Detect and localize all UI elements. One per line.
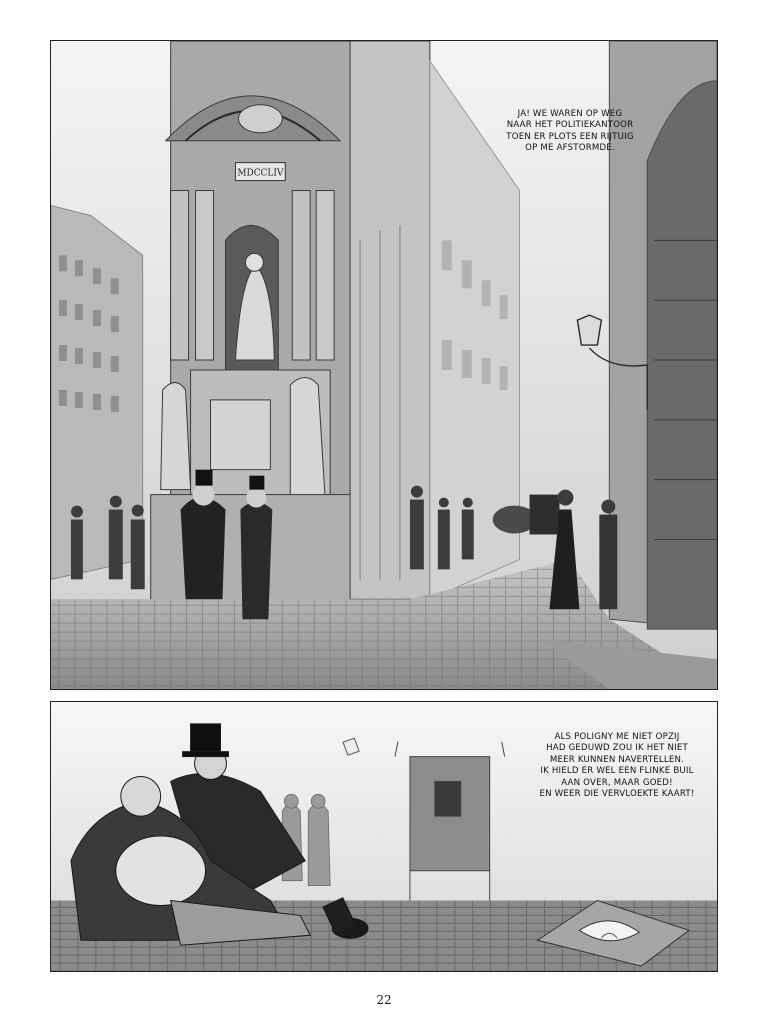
left-buildings <box>51 205 143 579</box>
page-number: 22 <box>376 993 392 1007</box>
panel-1-caption: JA! WE WAREN OP WEG NAAR HET POLITIEKANTOOR TOEN ER PLOTS EEN RIJTUIG OP ME AFSTORMDE. <box>506 109 634 154</box>
comic-panel-street-scene <box>50 40 718 690</box>
comic-panel-fallen-men <box>50 701 718 972</box>
panel-2-caption: ALS POLIGNY ME NIET OPZIJ HAD GEDUWD ZOU IK HET NIET MEER KUNNEN NAVERTELLEN. IK HIELD ER WEL EEN FLINKE BUIL AAN OVER, MAAR GOED! EN WEER DIE VERVLOEKTE KAART! <box>539 732 695 800</box>
monument-inscription: MDCCLIV <box>237 168 284 179</box>
